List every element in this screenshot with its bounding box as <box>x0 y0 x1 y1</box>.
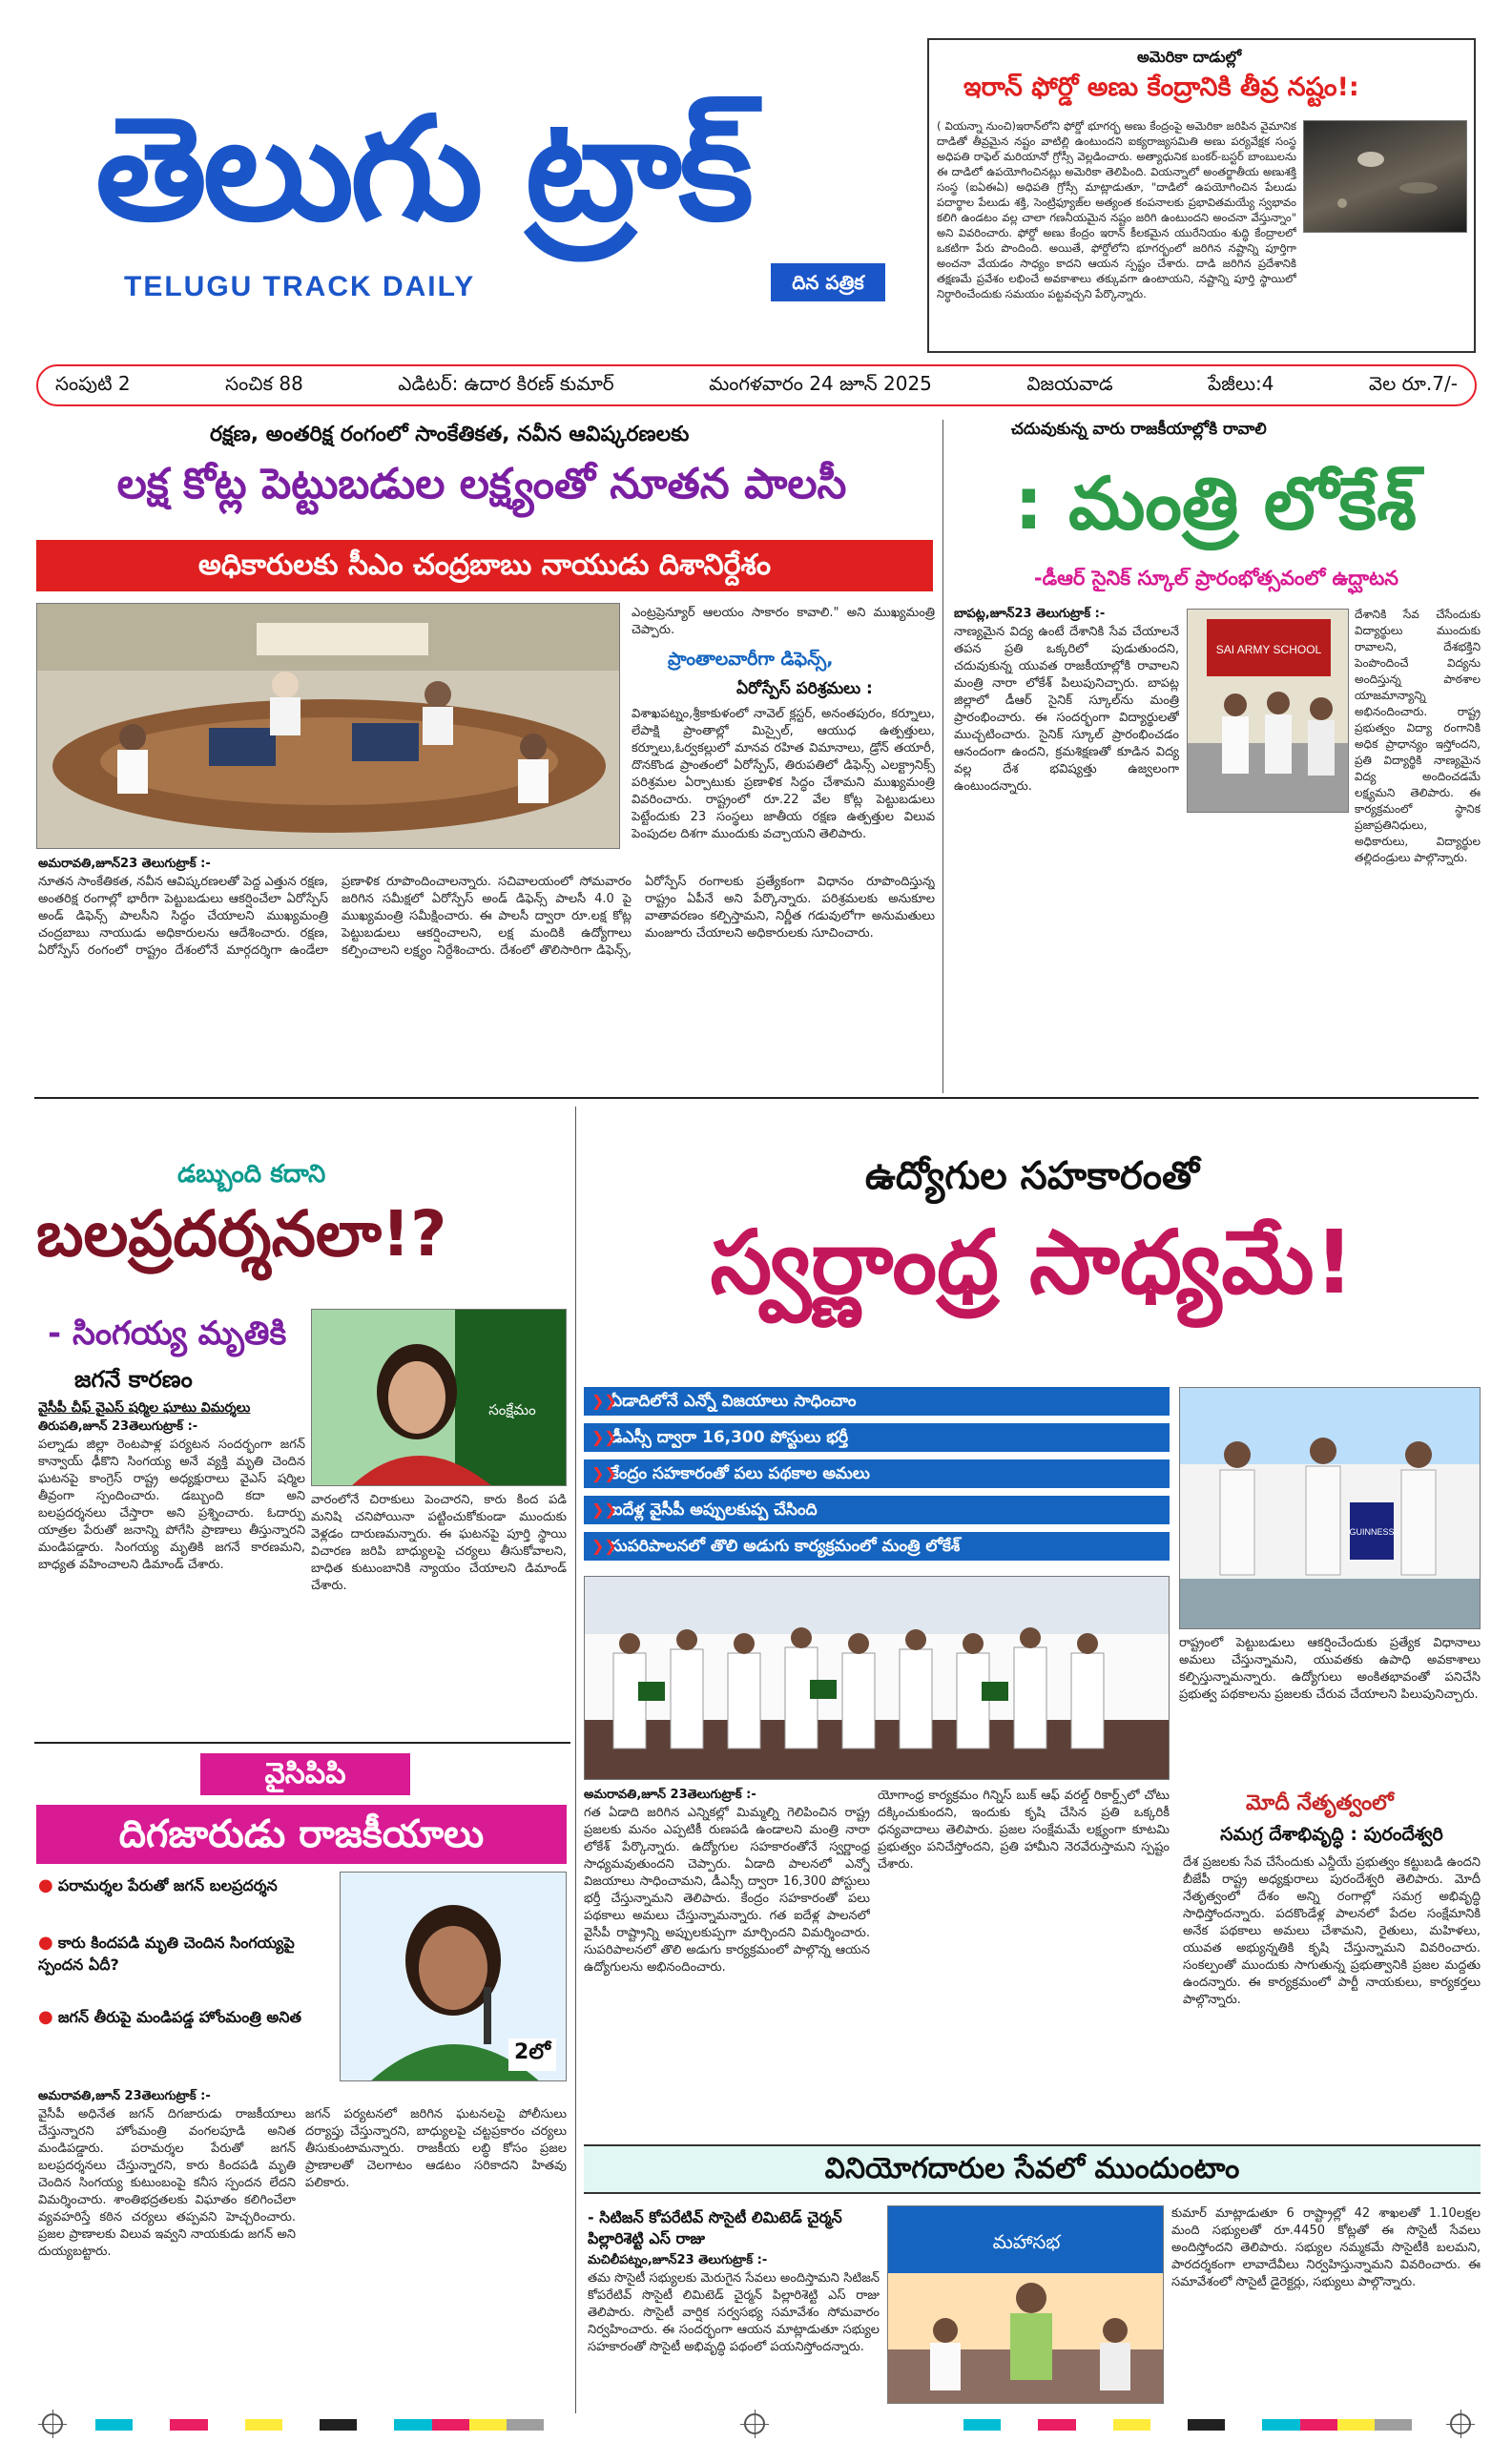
award-label: GUINNESS <box>1349 1527 1395 1537</box>
photo-label: సంక్షేమం <box>488 1401 536 1418</box>
story4-side-body: రాష్ట్రంలో పెట్టుబడులు ఆకర్షించేందుకు ప్రత్యేక విధానాలు అమలు చేస్తున్నామని, యువతకు ఉపాధి అవకాశాలు కల్పిస్తున్నామన్నారు. ఉద్యోగులు అంకితభావంతో పనిచేసి ప్రభుత్వ పథకాలను ప్రజలకు చేరువ చేయాలని పిలుపునిచ్చారు. <box>1179 1636 1481 1702</box>
chevron-icon: ❯❯ <box>591 1537 617 1555</box>
dateline-volume: సంపుటి 2 <box>55 371 131 395</box>
story2-byline: బాపట్ల,జూన్23 తెలుగుట్రాక్ :- <box>954 607 1106 621</box>
story4-photo-main <box>584 1576 1170 1780</box>
story6-byline: అమరావతి,జూన్ 23తెలుగుట్రాక్ :- <box>38 2089 211 2103</box>
dateline-editor: ఎడిటర్: ఉదార కిరణ్ కుమార్ <box>398 371 614 395</box>
school-opening-image <box>1188 610 1349 813</box>
meeting-room-image <box>37 604 620 849</box>
dateline-date: మంగళవారం 24 జూన్ 2025 <box>709 371 932 395</box>
story6-body-continued: జగన్ పర్యటనలో జరిగిన ఘటనలపై పోలీసులు దర్యాప్తు చేస్తున్నారని, బాధ్యులపై చట్టప్రకారం చర్యలు తీసుకుంటామన్నారు. రాజకీయ లబ్ధి కోసం ప్రజల ప్రాణాలతో చెలగాటం ఆడటం సరికాదని హితవు పలికారు. <box>305 2107 567 2190</box>
divider-bottom-vertical <box>575 1107 576 2413</box>
story1-side-body: విశాఖపట్నం,శ్రీకాకుళంలో నావెల్ క్లస్టర్‌, అనంతపురం, కర్నూలు, లేపాక్షి ప్రాంతాల్లో మిస్సైల్, ఆయుధ ఉత్పత్తులు, కర్నూలు,ఓర్వకల్లులో మానవ రహిత విమానాలు, డ్రోన్ తయారీ, దొనకొండ ప్రాంతంలో ఏరోస్పేస్, తిరుపతిలో డిఫెన్స్ ఎలక్ట్రానిక్స్ పరిశ్రమల ఏర్పాటుకు ప్రణాళిక సిద్ధం చేశామని ముఖ్యమంత్రి వివరించారు. రాష్ట్రంలో రూ.22 వేల కోట్ల పెట్టుబడులు పెట్టేందుకు 23 సంస్థలు జాతీయ రక్షణ ఉత్పత్తుల విలువ పెంపుదల దిశగా ముందుకు వచ్చాయని తెలిపారు. <box>632 707 935 841</box>
story4-headline: స్వర్ణాంధ్ర సాధ్యమే! <box>710 1211 1355 1314</box>
crosshair-icon <box>1450 2413 1471 2434</box>
crosshair-icon <box>42 2413 63 2434</box>
story3-subline2: జగనే కారణం <box>74 1366 193 1393</box>
story4-bullet-1-text: ఏడాదిలోనే ఎన్నో విజయాలు సాధించాం <box>611 1392 857 1411</box>
color-bar-left <box>95 2419 544 2431</box>
story6-point-1 <box>38 1875 324 1898</box>
chevron-icon: ❯❯ <box>591 1464 617 1482</box>
story3-photo <box>311 1309 567 1486</box>
story4-bullet-2 <box>584 1423 1170 1452</box>
teaser-headline: ఇరాన్ ఫోర్డో అణు కేంద్రానికి తీవ్ర నష్టం!: <box>963 72 1359 102</box>
story6-photo <box>340 1872 567 2081</box>
story1-photo <box>36 603 620 849</box>
story2-body: నాణ్యమైన విద్య ఉంటే దేశానికి సేవ చేయాలనే తపన ప్రతి ఒక్కరిలో పుడుతుందని, చదువుకున్న యువత రాజకీయాల్లోకి రావాలని మంత్రి నారా లోకేశ్ పిలుపునిచ్చారు. బాపట్ల జిల్లాలో డీఆర్ సైనిక్ స్కూల్‌ను మంత్రి ప్రారంభించారు. ఈ సందర్భంగా విద్యార్థులతో ముచ్చటించారు. సైనిక్ స్కూల్ ప్రారంభించడం ఆనందంగా ఉందని, క్రమశిక్షణతో కూడిన విద్య వల్ల దేశ భవిష్యత్తు ఉజ్వలంగా ఉంటుందన్నారు. <box>954 625 1179 794</box>
story1-side-intro: ఎంట్రప్రెన్యూర్ ఆలయం సాకారం కావాలి." అని ముఖ్యమంత్రి చెప్పారు. <box>632 606 935 637</box>
story6-point-3 <box>38 2007 324 2030</box>
story4-photo-side <box>1179 1387 1481 1629</box>
sharmila-image <box>312 1310 567 1486</box>
story2-photo <box>1187 609 1349 813</box>
bullet-icon: ● <box>38 2007 53 2027</box>
story4-byline: అమరావతి,జూన్ 23తెలుగుట్రాక్ :- <box>584 1788 756 1802</box>
story5-kicker: మోదీ నేతృత్వంలో <box>1246 1791 1394 1815</box>
story5-body: దేశ ప్రజలకు సేవ చేసేందుకు ఎన్డీయే ప్రభుత్వం కట్టుబడి ఉందని బీజేపీ రాష్ట్ర అధ్యక్షురాలు పురందేశ్వరి తెలిపారు. మోదీ నేతృత్వంలో దేశం అన్ని రంగాల్లో సమగ్ర అభివృద్ధి సాధిస్తోందన్నారు. పదకొండేళ్ల పాలనలో పేదల సంక్షేమానికి అనేక పథకాలు అమలు చేశామని, రైతులు, మహిళలు, యువత అభ్యున్నతికి కృషి చేస్తున్నామని వివరించారు. సంకల్పంతో ముందుకు సాగుతున్న ప్రభుత్వానికి ప్రజల మద్దతు ఉందన్నారు. ఈ కార్యక్రమంలో పార్టీ నాయకులు, కార్యకర్తలు పాల్గొన్నారు. <box>1183 1855 1481 2007</box>
color-bar-right <box>963 2419 1412 2431</box>
award-ceremony-image <box>1180 1388 1481 1629</box>
logo-subtitle: TELUGU TRACK DAILY <box>124 271 476 302</box>
dateline-bar <box>36 364 1477 406</box>
dateline-place: విజయవాడ <box>1026 371 1113 395</box>
story3-body: పల్నాడు జిల్లా రెంటపాళ్ల పర్యటన సందర్భంగా జగన్ కాన్వాయ్ ఢీకొని సింగయ్య అనే వ్యక్తి మృతి చెందిన ఘటనపై కాంగ్రెస్ రాష్ట్ర అధ్యక్షురాలు వైఎస్ షర్మిల తీవ్రంగా స్పందించారు. డబ్బుంది కదా అని బలప్రదర్శనలు చేస్తారా అని ప్రశ్నించారు. ఓదార్పు యాత్రల పేరుతో జనాన్ని పోగేసి ప్రాణాలు తీస్తున్నారని మండిపడ్డారు. సింగయ్య మృతికి జగనే కారణమని, బాధ్యత వహించాలని డిమాండ్ చేశారు. <box>38 1438 305 1572</box>
divider-left-column <box>34 1742 570 1744</box>
story7-body: తమ సొసైటీ సభ్యులకు మెరుగైన సేవలు అందిస్తామని సిటిజన్ కోపరేటివ్ సొసైటీ లిమిటెడ్ చైర్మన్ పిల్లారిశెట్టి ఎస్ రాజు తెలిపారు. సొసైటీ వార్షిక సర్వసభ్య సమావేశం సోమవారం నిర్వహించారు. ఈ సందర్భంగా ఆయన మాట్లాడుతూ సభ్యుల సహకారంతో సొసైటీ అభివృద్ధి పథంలో పయనిస్తోందన్నారు. <box>588 2271 880 2354</box>
story4-bullet-4-text: ఐదేళ్ల వైసీపీ అప్పులకుప్ప చేసింది <box>611 1500 818 1520</box>
story4-bullet-5 <box>584 1532 1170 1561</box>
society-meeting-image <box>888 2206 1164 2404</box>
story1-banner: అధికారులకు సీఎం చంద్రబాబు నాయుడు దిశానిర్దేశం <box>36 540 933 591</box>
story4-bullet-4 <box>584 1496 1170 1524</box>
divider-top-vertical <box>942 420 943 1093</box>
story2-kicker: చదువుకున్న వారు రాజకీయాల్లోకి రావాలి <box>1011 420 1267 439</box>
masthead-logo <box>95 74 868 265</box>
story6-point-1-text: పరామర్శల పేరుతో జగన్ బలప్రదర్శన <box>57 1876 278 1894</box>
school-sign: SAI ARMY SCHOOL <box>1215 643 1322 656</box>
dateline-price: వెల రూ.7/- <box>1368 371 1458 395</box>
story3-subline: - సింగయ్య మృతికి <box>48 1314 287 1353</box>
chevron-icon: ❯❯ <box>591 1392 617 1410</box>
story4-bullet-3 <box>584 1459 1170 1488</box>
story1-subhead2: ఏరోస్పేస్ పరిశ్రమలు : <box>736 679 873 698</box>
story7-subhead: - సిటిజన్ కోపరేటివ్ సొసైటీ లిమిటెడ్ చైర్మన్ పిల్లారిశెట్టి ఎస్ రాజు <box>588 2208 842 2247</box>
story1-byline: అమరావతి,జూన్23 తెలుగుట్రాక్ :- <box>38 857 211 871</box>
story4-body: గత ఏడాది జరిగిన ఎన్నికల్లో మిమ్మల్ని గెలిపించిన రాష్ట్ర ప్రజలకు మనం ఎప్పటికీ రుణపడి ఉండాలని మంత్రి నారా లోకేశ్ పేర్కొన్నారు. ఉద్యోగుల సహకారంతోనే స్వర్ణాంధ్ర సాధ్యమవుతుందని చెప్పారు. ఏడాది పాలనలో ఎన్నో విజయాలు సాధించామని, డీఎస్సీ ద్వారా 16,300 పోస్టులు భర్తీ చేస్తున్నామని తెలిపారు. కేంద్రం సహకారంతో పలు పథకాలు అమలు చేస్తున్నామన్నారు. గత ఐదేళ్ల పాలనలో వైసీపీ రాష్ట్రాన్ని అప్పులకుప్పగా మార్చిందని విమర్శించారు. సుపరిపాలనలో తొలి అడుగు కార్యక్రమంలో పాల్గొన్న ఆయన ఉద్యోగులను అభినందించారు. <box>584 1806 870 1975</box>
story6-photo-badge: 2లో <box>508 2038 556 2071</box>
story4-kicker: ఉద్యోగుల సహకారంతో <box>864 1154 1200 1198</box>
story3-body-continued: వారంలోనే చిరాకులు పెంచారని, కారు కింద పడి మనిషి చనిపోయినా పట్టించుకోకుండా ముందుకు వెళ్లడం దారుణమన్నారు. ఈ ఘటనపై పూర్తి స్థాయి విచారణ జరిపి బాధ్యులపై చర్యలు తీసుకోవాలని, బాధిత కుటుంబానికి న్యాయం చేయాలని డిమాండ్ చేశారు. <box>311 1493 567 1593</box>
story1-kicker: రక్షణ, అంతరిక్ష రంగంలో సాంకేతికత, నవీన ఆవిష్కరణలకు <box>210 423 690 446</box>
story3-caption: వైసీపీ చీఫ్ వైఎస్ షర్మిల ఘాటు విమర్శలు <box>38 1400 251 1416</box>
story4-bullet-1 <box>584 1387 1170 1416</box>
teaser-kicker: అమెరికా దాడుల్లో <box>1137 48 1242 66</box>
story3-headline: బలప్రదర్శనలా!? <box>36 1197 447 1271</box>
logo-text: తెలుగు ట్రాక్ <box>95 87 750 253</box>
registration-mark-center <box>744 2413 763 2432</box>
story4-bullets <box>584 1387 1170 1568</box>
story4-bullet-2-text: డీఎస్సీ ద్వారా 16,300 పోస్టులు భర్తీ <box>611 1428 849 1447</box>
chevron-icon: ❯❯ <box>591 1428 617 1446</box>
chevron-icon: ❯❯ <box>591 1500 617 1519</box>
story7-headline: వినియోగదారుల సేవలో ముందుంటాం <box>584 2144 1481 2194</box>
story6-point-2 <box>38 1933 324 1977</box>
bullet-icon: ● <box>38 1933 53 1953</box>
story6-kicker-banner: వైసిపిపి <box>200 1753 410 1795</box>
story3-kicker: డబ్బుంది కదాని <box>177 1160 326 1189</box>
divider-middle <box>34 1097 1479 1099</box>
teaser-photo <box>1303 120 1467 233</box>
guinness-event-image <box>585 1577 1170 1780</box>
teaser-body: ( వియన్నా నుంచి)ఇరాన్‌లోని ఫోర్డో భూగర్భ అణు కేంద్రంపై అమెరికా జరిపిన వైమానిక దాడితో తీవ్రమైన నష్టం వాటిల్లి ఉంటుందని ఐక్యరాజ్యసమితి అణు పర్యవేక్షక సంస్థ అధిపతి రాఫెల్ మరియానో గ్రోస్సీ వెల్లడించారు. అత్యాధునిక బంకర్-బస్టర్ బాంబులను ఈ దాడిలో ఉపయోగించినట్లు అమెరికా తెలిపింది. వియన్నాలో అంతర్జాతీయ అణుశక్తి సంస్థ (ఐఏఈఏ) అధిపతి గ్రోస్సీ మాట్లాడుతూ, "దాడిలో ఉపయోగించిన పేలుడు పదార్థాల పేలుడు శక్తి, సెంట్రిఫ్యూజ్‌ల అత్యంత కంపనాలకు ప్రభావితమయ్యే స్వభావం కలిగి ఉండటం వల్ల చాలా గణనీయమైన నష్టం జరిగి ఉంటుందని అంచనా వేస్తున్నాం" అని వివరించారు. ఫోర్డో అణు కేంద్రం ఇరాన్ కీలకమైన యురేనియం శుద్ధి కేంద్రాలలో ఒకటిగా పేరు పొందింది. అయితే, ఫోర్డోలోని భూగర్భంలో జరిగిన నష్టాన్ని పూర్తిగా అంచనా వేయడం సాధ్యం కాదని ఆయన స్పష్టం చేశారు. దాడి జరిగిన ప్రదేశానికి తక్షణమే ప్రవేశం లభించే అవకాశాలు తక్కువగా ఉంటాయని, నష్టాన్ని పూర్తి స్థాయిలో నిర్ధారించేందుకు సమయం పట్టవచ్చని పేర్కొన్నారు. <box>937 119 1296 300</box>
story2-body-continued: దేశానికి సేవ చేసేందుకు విద్యార్థులు ముందుకు రావాలని, దేశభక్తిని పెంపొందించే విద్యను అందిస్తున్న పాఠశాల యాజమాన్యాన్ని అభినందించారు. రాష్ట్ర ప్రభుత్వం విద్యా రంగానికి అధిక ప్రాధాన్యం ఇస్తోందని, ప్రతి విద్యార్థికి నాణ్యమైన విద్య అందించడమే లక్ష్యమని తెలిపారు. ఈ కార్యక్రమంలో స్థానిక ప్రజాప్రతినిధులు, అధికారులు, విద్యార్థుల తల్లిదండ్రులు పాల్గొన్నారు. <box>1355 608 1481 864</box>
story1-body: నూతన సాంకేతికత, నవీన ఆవిష్కరణలతో పెద్ద ఎత్తున రక్షణ, అంతరిక్ష రంగాల్లో భారీగా పెట్టుబడులు ఆకర్షించేలా ఏరోస్పేస్ అండ్ డిఫెన్స్ పాలసీని సిద్ధం చేయాలని ముఖ్యమంత్రి చంద్రబాబు నాయుడు అధికారులను ఆదేశించారు. రక్షణ, ఏరోస్పేస్ రంగంలో రాష్ట్రం దేశంలోనే మార్గదర్శిగా ఉండేలా ప్రణాళిక రూపొందించాలన్నారు. సచివాలయంలో సోమవారం జరిగిన సమీక్షలో ఏరోస్పేస్ అండ్ డిఫెన్స్ పాలసీ 4.0 పై ముఖ్యమంత్రి సమీక్షించారు. ఈ పాలసీ ద్వారా రూ.లక్ష కోట్ల పెట్టుబడులు ఆకర్షించాలని, లక్ష మందికి ఉద్యోగాలు కల్పించాలని లక్ష్యం నిర్దేశించారు. దేశంలో తొలిసారిగా డిఫెన్స్, ఏరోస్పేస్ రంగాలకు ప్రత్యేకంగా విధానం రూపొందిస్తున్న రాష్ట్రం ఏపీనే అని పేర్కొన్నారు. పరిశ్రమలకు అనుకూల వాతావరణం కల్పిస్తామని, నిర్ణీత గడువులోగా అనుమతులు మంజూరు చేయాలని అధికారులకు సూచించారు. <box>38 875 935 958</box>
crosshair-icon <box>744 2413 765 2434</box>
story7-body-continued: కుమార్ మాట్లాడుతూ 6 రాష్ట్రాల్లో 42 శాఖలతో 1.10లక్షల మంది సభ్యులతో రూ.4450 కోట్లతో ఈ సొసైటీ సేవలు అందిస్తోందని తెలిపారు. సభ్యుల నమ్మకమే సొసైటీకి బలమని, పారదర్శకంగా లావాదేవీలు నిర్వహిస్తున్నామని వివరించారు. ఈ సమావేశంలో సొసైటీ డైరెక్టర్లు, సభ్యులు పాల్గొన్నారు. <box>1171 2206 1481 2289</box>
teaser-box <box>927 38 1476 353</box>
story7-byline: మచిలీపట్నం,జూన్23 తెలుగుట్రాక్ :- <box>588 2253 768 2267</box>
story4-bullet-3-text: కేంద్రం సహకారంతో పలు పథకాల అమలు <box>611 1464 870 1483</box>
story1-headline: లక్ష కోట్ల పెట్టుబడుల లక్ష్యంతో నూతన పాలసీ <box>116 460 847 508</box>
story2-headline: : మంత్రి లోకేశ్ <box>1014 461 1417 546</box>
masthead <box>36 46 923 351</box>
story7-photo <box>887 2205 1164 2404</box>
dateline-pages: పేజీలు:4 <box>1208 371 1274 395</box>
registration-mark-right <box>1450 2413 1469 2432</box>
story4-bullet-5-text: సుపరిపాలనలో తొలి అడుగు కార్యక్రమంలో మంత్రి లోకేశ్ <box>611 1537 961 1556</box>
story1-subhead1: ప్రాంతాలవారీగా డిఫెన్స్, <box>668 649 834 670</box>
registration-mark-left <box>42 2413 61 2432</box>
meeting-banner: మహాసభ <box>992 2230 1061 2253</box>
daily-badge: దిన పత్రిక <box>771 263 885 301</box>
crater-image <box>1304 121 1467 233</box>
story6-point-3-text: జగన్ తీరుపై మండిపడ్డ హోంమంత్రి అనిత <box>57 2008 301 2026</box>
story4-body-continued: యోగాంధ్ర కార్యక్రమం గిన్నిస్ బుక్ ఆఫ్ వరల్డ్ రికార్డ్స్‌లో చోటు దక్కించుకుందని, ఇందుకు కృషి చేసిన ప్రతి ఒక్కరికీ ధన్యవాదాలు తెలిపారు. ప్రజల సంక్షేమమే లక్ష్యంగా కూటమి ప్రభుత్వం పనిచేస్తోందని, ప్రతి హామీని నెరవేరుస్తామని స్పష్టం చేశారు. <box>878 1789 1170 1872</box>
story2-subhead: -డీఆర్ సైనిక్ స్కూల్ ప్రారంభోత్సవంలో ఉద్ఘాటన <box>1033 567 1399 590</box>
dateline-issue: సంచిక 88 <box>225 371 303 395</box>
story6-point-2-text: కారు కిందపడి మృతి చెందిన సింగయ్యపై స్పందన ఏదీ? <box>38 1934 295 1974</box>
bullet-icon: ● <box>38 1875 53 1895</box>
story3-byline: తిరుపతి,జూన్ 23తెలుగుట్రాక్ :- <box>38 1419 198 1434</box>
story5-headline: సమగ్ర దేశాభివృద్ధి : పురందేశ్వరి <box>1220 1824 1443 1845</box>
story6-body: వైసీపీ అధినేత జగన్ దిగజారుడు రాజకీయాలు చేస్తున్నారని హోంమంత్రి వంగలపూడి అనిత మండిపడ్డారు. పరామర్శల పేరుతో జగన్ బలప్రదర్శనలు చేస్తున్నారని, కారు కిందపడి మృతి చెందిన సింగయ్య కుటుంబంపై కనీస స్పందన లేదని విమర్శించారు. శాంతిభద్రతలకు విఘాతం కలిగించేలా వ్యవహరిస్తే కఠిన చర్యలు తప్పవని హెచ్చరించారు. ప్రజల ప్రాణాలకు విలువ ఇవ్వని నాయకుడు జగన్ అని దుయ్యబట్టారు. <box>38 2107 296 2259</box>
story6-headline: దిగజారుడు రాజకీయాలు <box>36 1805 567 1864</box>
